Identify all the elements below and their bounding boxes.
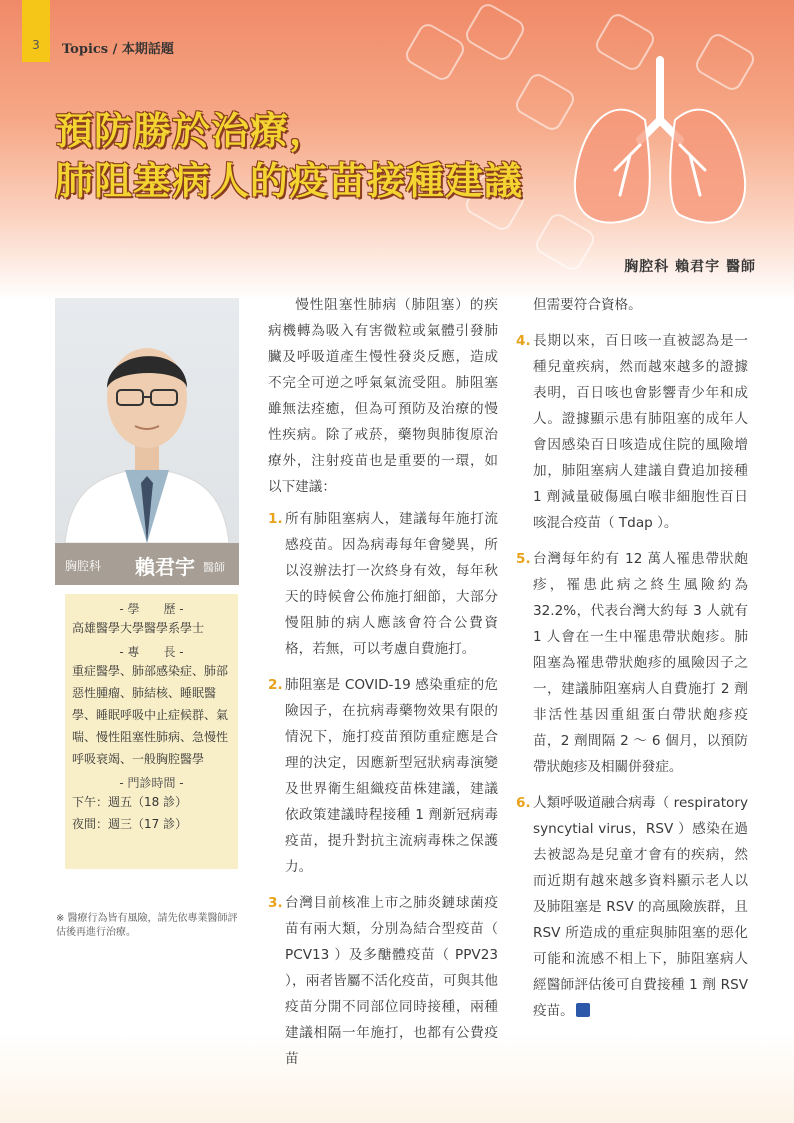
article-title-line1: 預防勝於治療， xyxy=(55,109,329,153)
article-column-1 xyxy=(268,292,498,1082)
list-item: 4. 長期以來，百日咳一直被認為是一種兒童疾病，然而越來越多的證據表明，百日咳也會影響青少年和成人。證據顯示患有肺阻塞的成年人會因感染百日咳造成住院的風險增加，肺阻塞病人建議自費追加接種 1 劑減量破傷風白喉非細胞性百日咳混合疫苗（ Tdap ）。 xyxy=(516,333,748,531)
doctor-dept: 胸腔科 xyxy=(65,559,102,573)
list-item: 5. 台灣每年約有 12 萬人罹患帶狀皰疹，罹患此病之終生風險約為 32.2%，代表台灣大約每 3 人就有 1 人會在一生中罹患帶狀皰疹。肺阻塞為罹患帶狀皰疹的風險因子之一，建議肺阻塞病人自費施打 2 劑非活性基因重組蛋白帶狀皰疹疫苗，2 劑間隔 2 ～ 6 個月，以預防帶狀皰疹及相關併發症。 xyxy=(516,551,748,775)
doctor-photo xyxy=(55,298,239,543)
doctor-title: 醫師 xyxy=(203,561,225,574)
doctor-info-box xyxy=(65,594,238,869)
medical-disclaimer: ※ 醫療行為皆有風險，請先依專業醫師評估後再進行治療。 xyxy=(56,913,238,938)
hospital-logo-icon xyxy=(576,1003,590,1017)
page-tab xyxy=(22,0,50,62)
doctor-name-bar xyxy=(55,543,239,585)
section-label: Topics / 本期話題 xyxy=(62,42,174,57)
article-column-2 xyxy=(516,292,748,1034)
list-item-continued: 但需要符合資格。 xyxy=(533,297,642,313)
education-heading: - 學 歷 - xyxy=(119,602,184,616)
education-text: 高雄醫學大學醫學系學士 xyxy=(72,621,205,635)
article-intro: 慢性阻塞性肺病（肺阻塞）的疾病機轉為吸入有害微粒或氣體引發肺臟及呼吸道產生慢性發炎反應，造成不完全可逆之呼氣氣流受阻。肺阻塞雖無法痊癒，但為可預防及治療的慢性疾病。除了戒菸，藥物與肺復原治療外，注射疫苗也是重要的一環，如以下建議： xyxy=(268,297,498,495)
article-title-line2: 肺阻塞病人的疫苗接種建議 xyxy=(55,159,524,203)
list-item: 2. 肺阻塞是 COVID-19 感染重症的危險因子，在抗病毒藥物效果有限的情況下，施打疫苗預防重症應是合理的決定，因應新型冠狀病毒演變及世界衛生組織疫苗株建議，建議依政策建議時程接種 1 劑新冠病毒疫苗，提升對抗主流病毒株之保護力。 xyxy=(268,677,498,875)
author-byline: 胸腔科 賴君宇 醫師 xyxy=(624,259,756,275)
specialty-text: 重症醫學、肺部感染症、肺部惡性腫瘤、肺結核、睡眠醫學、睡眠呼吸中止症候群、氣喘、慢性阻塞性肺病、急慢性呼吸衰竭、一般胸腔醫學 xyxy=(72,664,229,766)
clinic-heading: - 門診時間 - xyxy=(119,776,184,790)
clinic-evening: 夜間：週三（17 診） xyxy=(72,817,188,831)
specialty-heading: - 專 長 - xyxy=(119,645,184,659)
page-number: 3 xyxy=(32,38,40,52)
list-item: 1. 所有肺阻塞病人，建議每年施打流感疫苗。因為病毒每年會變異，所以沒辦法打一次終身有效，每年秋天的時候會公佈施打細節，大部分慢阻肺的病人應該會符合公費資格，若無，可以考慮自費施打。 xyxy=(268,511,498,657)
clinic-afternoon: 下午：週五（18 診） xyxy=(72,795,188,809)
list-item: 3. 台灣目前核准上市之肺炎鏈球菌疫苗有兩大類，分別為結合型疫苗（ PCV13 ）及多醣體疫苗（ PPV23 ），兩者皆屬不活化疫苗，可與其他疫苗分開不同部位同時接種，兩種建議相隔一年施打，也都有公費疫苗 xyxy=(268,895,498,1067)
list-item: 6. 人類呼吸道融合病毒（ respiratory syncytial virus，RSV ）感染在過去被認為是兒童才會有的疾病，然而近期有越來越多資料顯示老人以及肺阻塞是 RSV 的高風險族群，且 RSV 所造成的重症與肺阻塞的惡化可能和流感不相上下，肺阻塞病人經醫師評估後可自費接種 1 劑 RSV 疫苗。 xyxy=(516,795,748,1019)
doctor-name: 賴君宇 xyxy=(135,555,195,579)
doctor-portrait-icon xyxy=(55,298,239,543)
lungs-icon xyxy=(560,50,760,250)
